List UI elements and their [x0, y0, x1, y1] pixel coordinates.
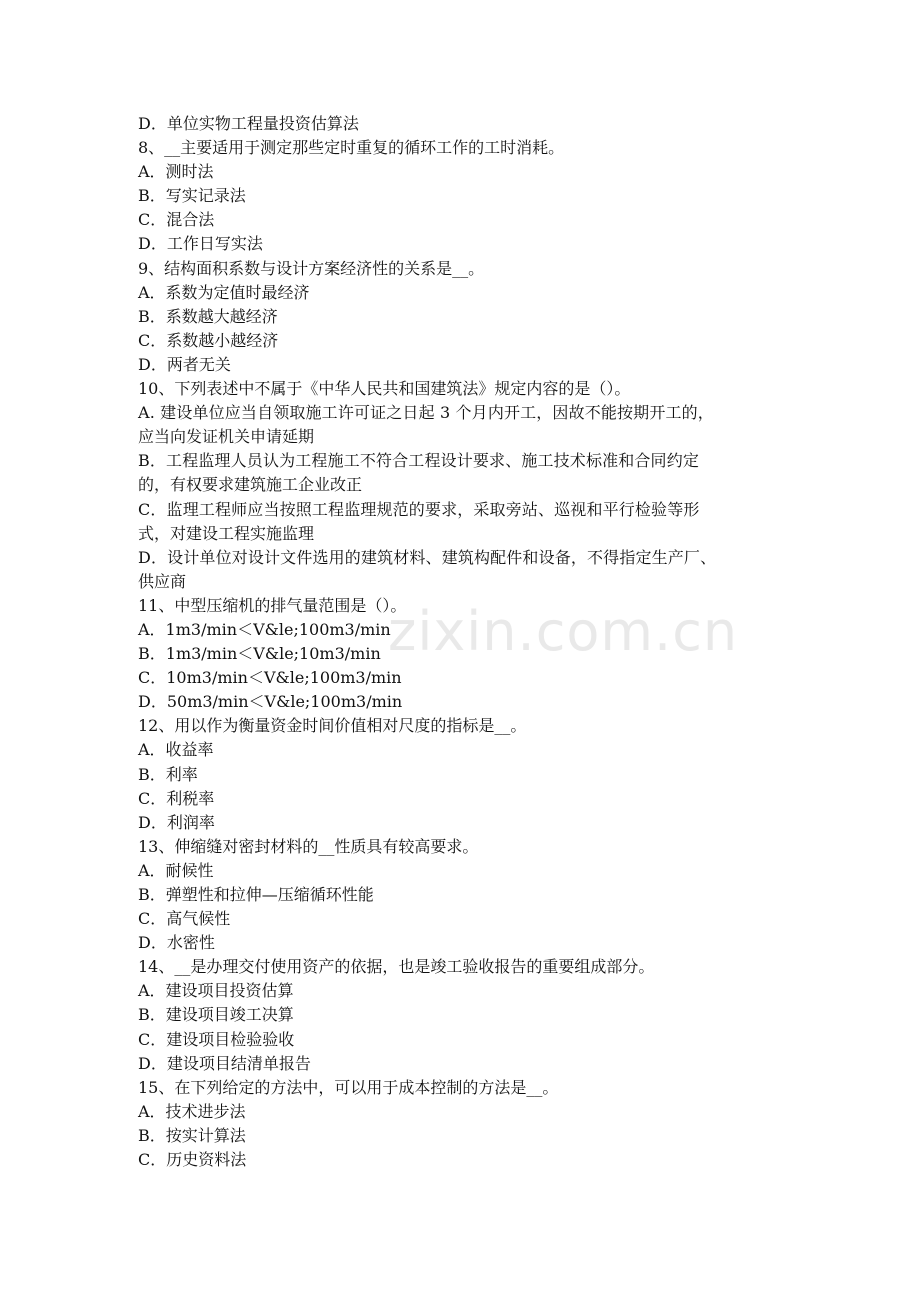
question-8: 8、__主要适用于测定那些定时重复的循环工作的工时消耗。 [138, 138, 565, 158]
option-line: A．技术进步法 [138, 1101, 246, 1121]
option-line: D．设计单位对设计文件选用的建筑材料、建筑构配件和设备，不得指定生产厂、 [138, 547, 717, 567]
option-line: B．写实记录法 [138, 186, 246, 206]
option-line: B．建设项目竣工决算 [138, 1005, 294, 1025]
option-line: C．10m3/min＜V&le;100m3/min [138, 668, 402, 688]
option-line: A．耐候性 [138, 860, 214, 880]
option-line: A．建设项目投资估算 [138, 981, 294, 1001]
question-12: 12、用以作为衡量资金时间价值相对尺度的指标是__。 [138, 716, 527, 736]
option-line: D．水密性 [138, 933, 215, 953]
option-line: C．建设项目检验验收 [138, 1029, 295, 1049]
option-line: B．1m3/min＜V&le;10m3/min [138, 644, 381, 664]
option-line: A．系数为定值时最经济 [138, 282, 310, 302]
option-line: D．单位实物工程量投资估算法 [138, 114, 359, 133]
question-11: 11、中型压缩机的排气量范围是（）。 [138, 595, 407, 615]
option-line: C．利税率 [138, 788, 215, 808]
option-line: D．建设项目结清单报告 [138, 1053, 311, 1073]
option-line: D．50m3/min＜V&le;100m3/min [138, 692, 403, 712]
option-line: B．系数越大越经济 [138, 306, 278, 326]
question-14: 14、__是办理交付使用资产的依据，也是竣工验收报告的重要组成部分。 [138, 957, 655, 977]
option-line: C．历史资料法 [138, 1150, 247, 1170]
option-line: A．1m3/min＜V&le;100m3/min [138, 619, 391, 639]
option-line: A．收益率 [138, 740, 214, 760]
option-line: D．利润率 [138, 812, 215, 832]
question-15: 15、在下列给定的方法中，可以用于成本控制的方法是__。 [138, 1077, 559, 1097]
option-line-continued: 应当向发证机关申请延期 [138, 427, 315, 447]
option-line-continued: 式，对建设工程实施监理 [138, 523, 315, 543]
watermark: zixin.com.cn [388, 600, 739, 663]
option-line: A．测时法 [138, 162, 214, 182]
option-line-continued: 的，有权要求建筑施工企业改正 [138, 475, 363, 495]
question-10: 10、下列表述中不属于《中华人民共和国建筑法》规定内容的是（）。 [138, 379, 631, 399]
option-line: B．利率 [138, 764, 198, 784]
option-line: D．工作日写实法 [138, 234, 263, 254]
option-line: D．两者无关 [138, 354, 231, 374]
question-text-block [138, 112, 788, 1172]
option-line: A. 建设单位应当自领取施工许可证之日起 3 个月内开工，因故不能按期开工的， [138, 403, 714, 423]
option-line: B．按实计算法 [138, 1125, 246, 1145]
option-line: C．监理工程师应当按照工程监理规范的要求，采取旁站、巡视和平行检验等形 [138, 499, 700, 519]
question-9: 9、结构面积系数与设计方案经济性的关系是__。 [138, 258, 485, 278]
option-line: C．系数越小越经济 [138, 330, 279, 350]
option-line-continued: 供应商 [138, 571, 187, 591]
option-line: C．高气候性 [138, 909, 231, 929]
option-line: B．弹塑性和拉伸—压缩循环性能 [138, 885, 374, 904]
option-line: C．混合法 [138, 210, 215, 230]
question-13: 13、伸缩缝对密封材料的__性质具有较高要求。 [138, 836, 479, 856]
option-line: B．工程监理人员认为工程施工不符合工程设计要求、施工技术标准和合同约定 [138, 451, 700, 471]
